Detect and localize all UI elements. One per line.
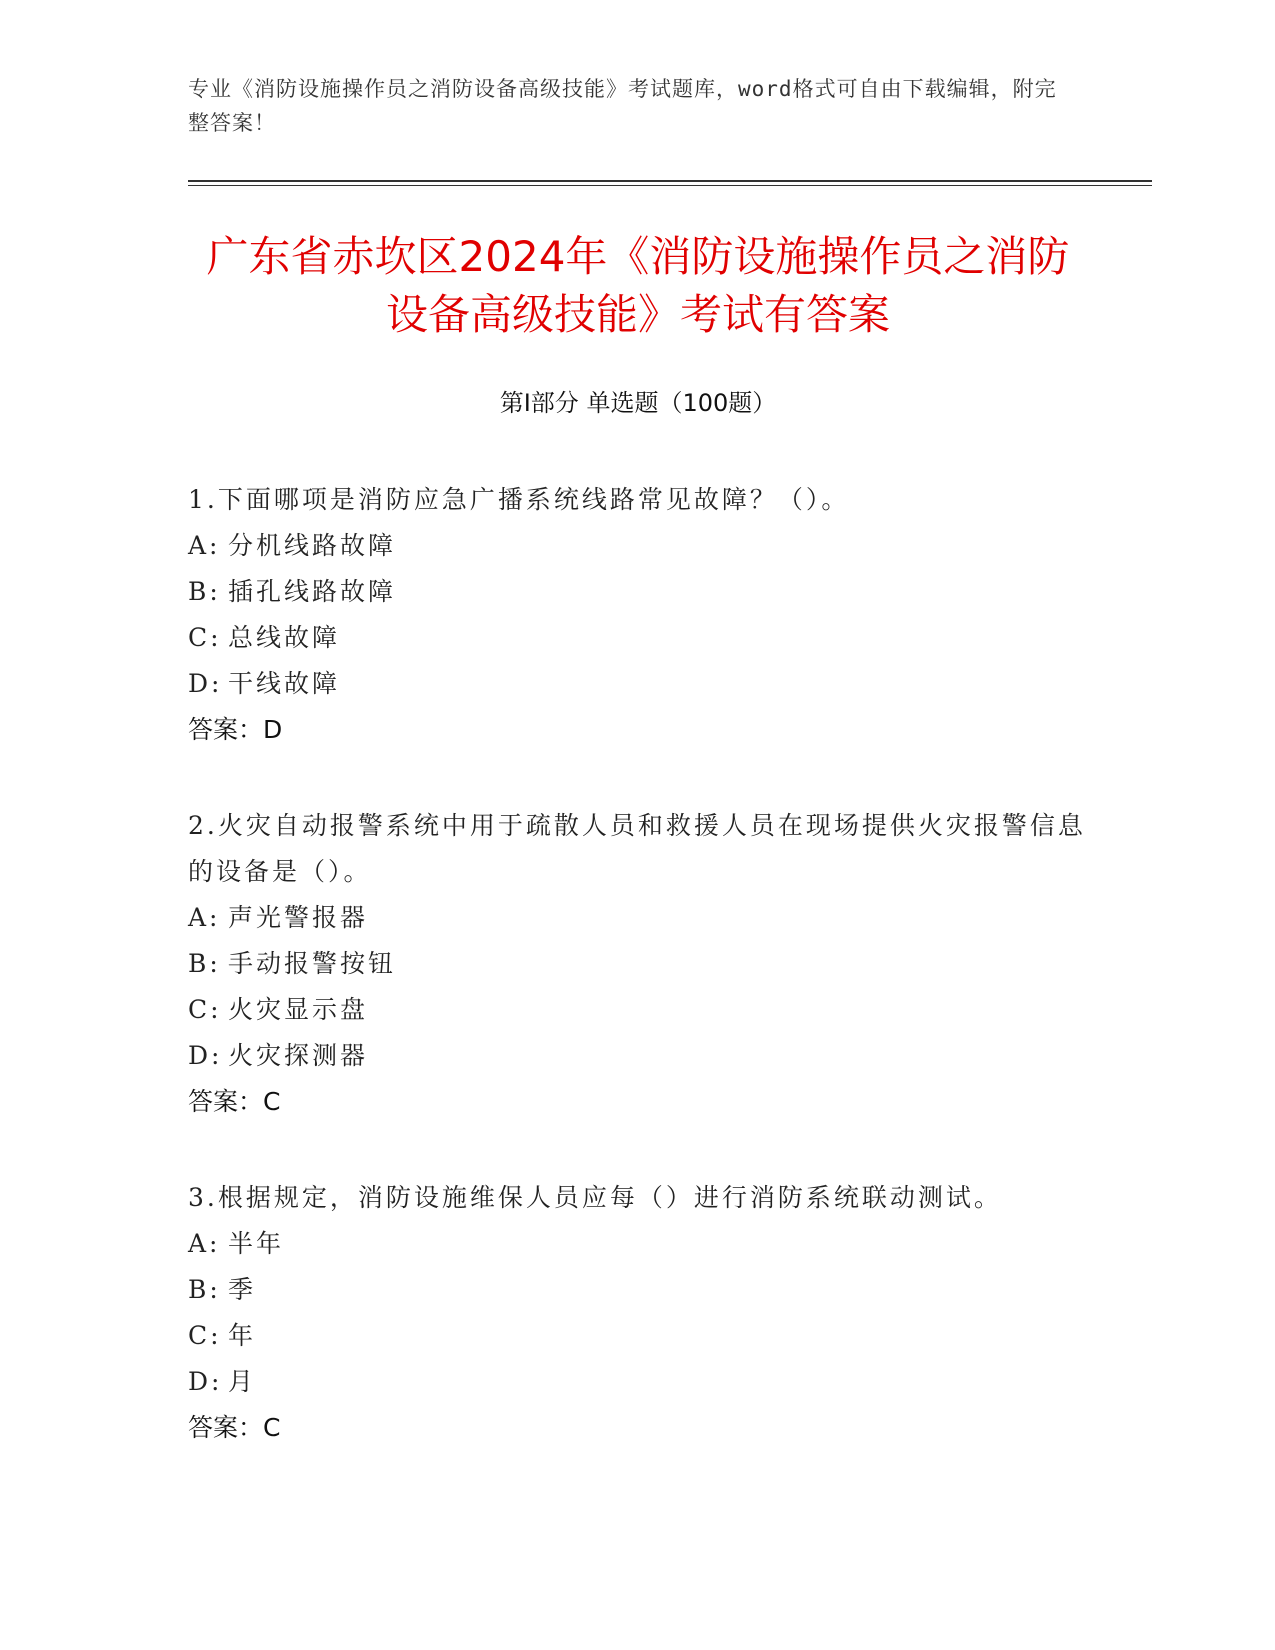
option-letter: B:: [188, 577, 221, 606]
option-letter: C:: [188, 623, 222, 652]
option-text: 年: [228, 1321, 257, 1350]
option-text: 火灾探测器: [228, 1041, 369, 1070]
question-stem: 1.下面哪项是消防应急广播系统线路常见故障？（）。: [188, 485, 850, 514]
document-title: 广东省赤坎区2024年《消防设施操作员之消防设备高级技能》考试有答案: [206, 232, 1070, 339]
option-letter: B:: [188, 1275, 221, 1304]
option-a: [188, 1221, 1088, 1267]
option-letter: D:: [188, 669, 223, 698]
option-letter: A:: [188, 531, 221, 560]
answer-line: 答案：C: [188, 1087, 281, 1116]
option-a: [188, 895, 1088, 941]
option-text: 分机线路故障: [228, 531, 397, 560]
option-d: [188, 661, 1088, 707]
option-letter: B:: [188, 949, 221, 978]
option-b: [188, 1267, 1088, 1313]
option-b: [188, 941, 1088, 987]
option-d: [188, 1359, 1088, 1405]
option-text: 半年: [228, 1229, 285, 1258]
option-text: 月: [228, 1367, 257, 1396]
question-1: [188, 477, 1088, 753]
question-stem: 3.根据规定，消防设施维保人员应每（）进行消防系统联动测试。: [188, 1183, 1002, 1212]
option-c: [188, 987, 1088, 1033]
option-a: [188, 523, 1088, 569]
answer-line: 答案：D: [188, 715, 283, 744]
option-text: 手动报警按钮: [228, 949, 397, 978]
option-letter: D:: [188, 1041, 223, 1070]
option-text: 总线故障: [228, 623, 341, 652]
option-letter: A:: [188, 903, 221, 932]
option-text: 季: [228, 1275, 257, 1304]
answer-line: 答案：C: [188, 1413, 281, 1442]
header-divider-thick: [188, 180, 1152, 182]
question-2: [188, 803, 1088, 1125]
option-letter: C:: [188, 1321, 222, 1350]
question-list: [188, 477, 1088, 1501]
option-text: 火灾显示盘: [228, 995, 369, 1024]
option-letter: A:: [188, 1229, 221, 1258]
option-d: [188, 1033, 1088, 1079]
option-c: [188, 615, 1088, 661]
option-b: [188, 569, 1088, 615]
option-text: 插孔线路故障: [228, 577, 397, 606]
option-text: 声光警报器: [228, 903, 369, 932]
option-letter: D:: [188, 1367, 223, 1396]
section-heading: 第Ⅰ部分 单选题（100题）: [499, 389, 777, 417]
option-letter: C:: [188, 995, 222, 1024]
option-text: 干线故障: [228, 669, 341, 698]
question-3: [188, 1175, 1088, 1451]
header-divider-thin: [188, 185, 1152, 186]
option-c: [188, 1313, 1088, 1359]
header-note: 专业《消防设施操作员之消防设备高级技能》考试题库，word格式可自由下载编辑，附完整答案！: [188, 77, 1057, 135]
question-stem: 2.火灾自动报警系统中用于疏散人员和救援人员在现场提供火灾报警信息的设备是（）。: [188, 811, 1086, 886]
